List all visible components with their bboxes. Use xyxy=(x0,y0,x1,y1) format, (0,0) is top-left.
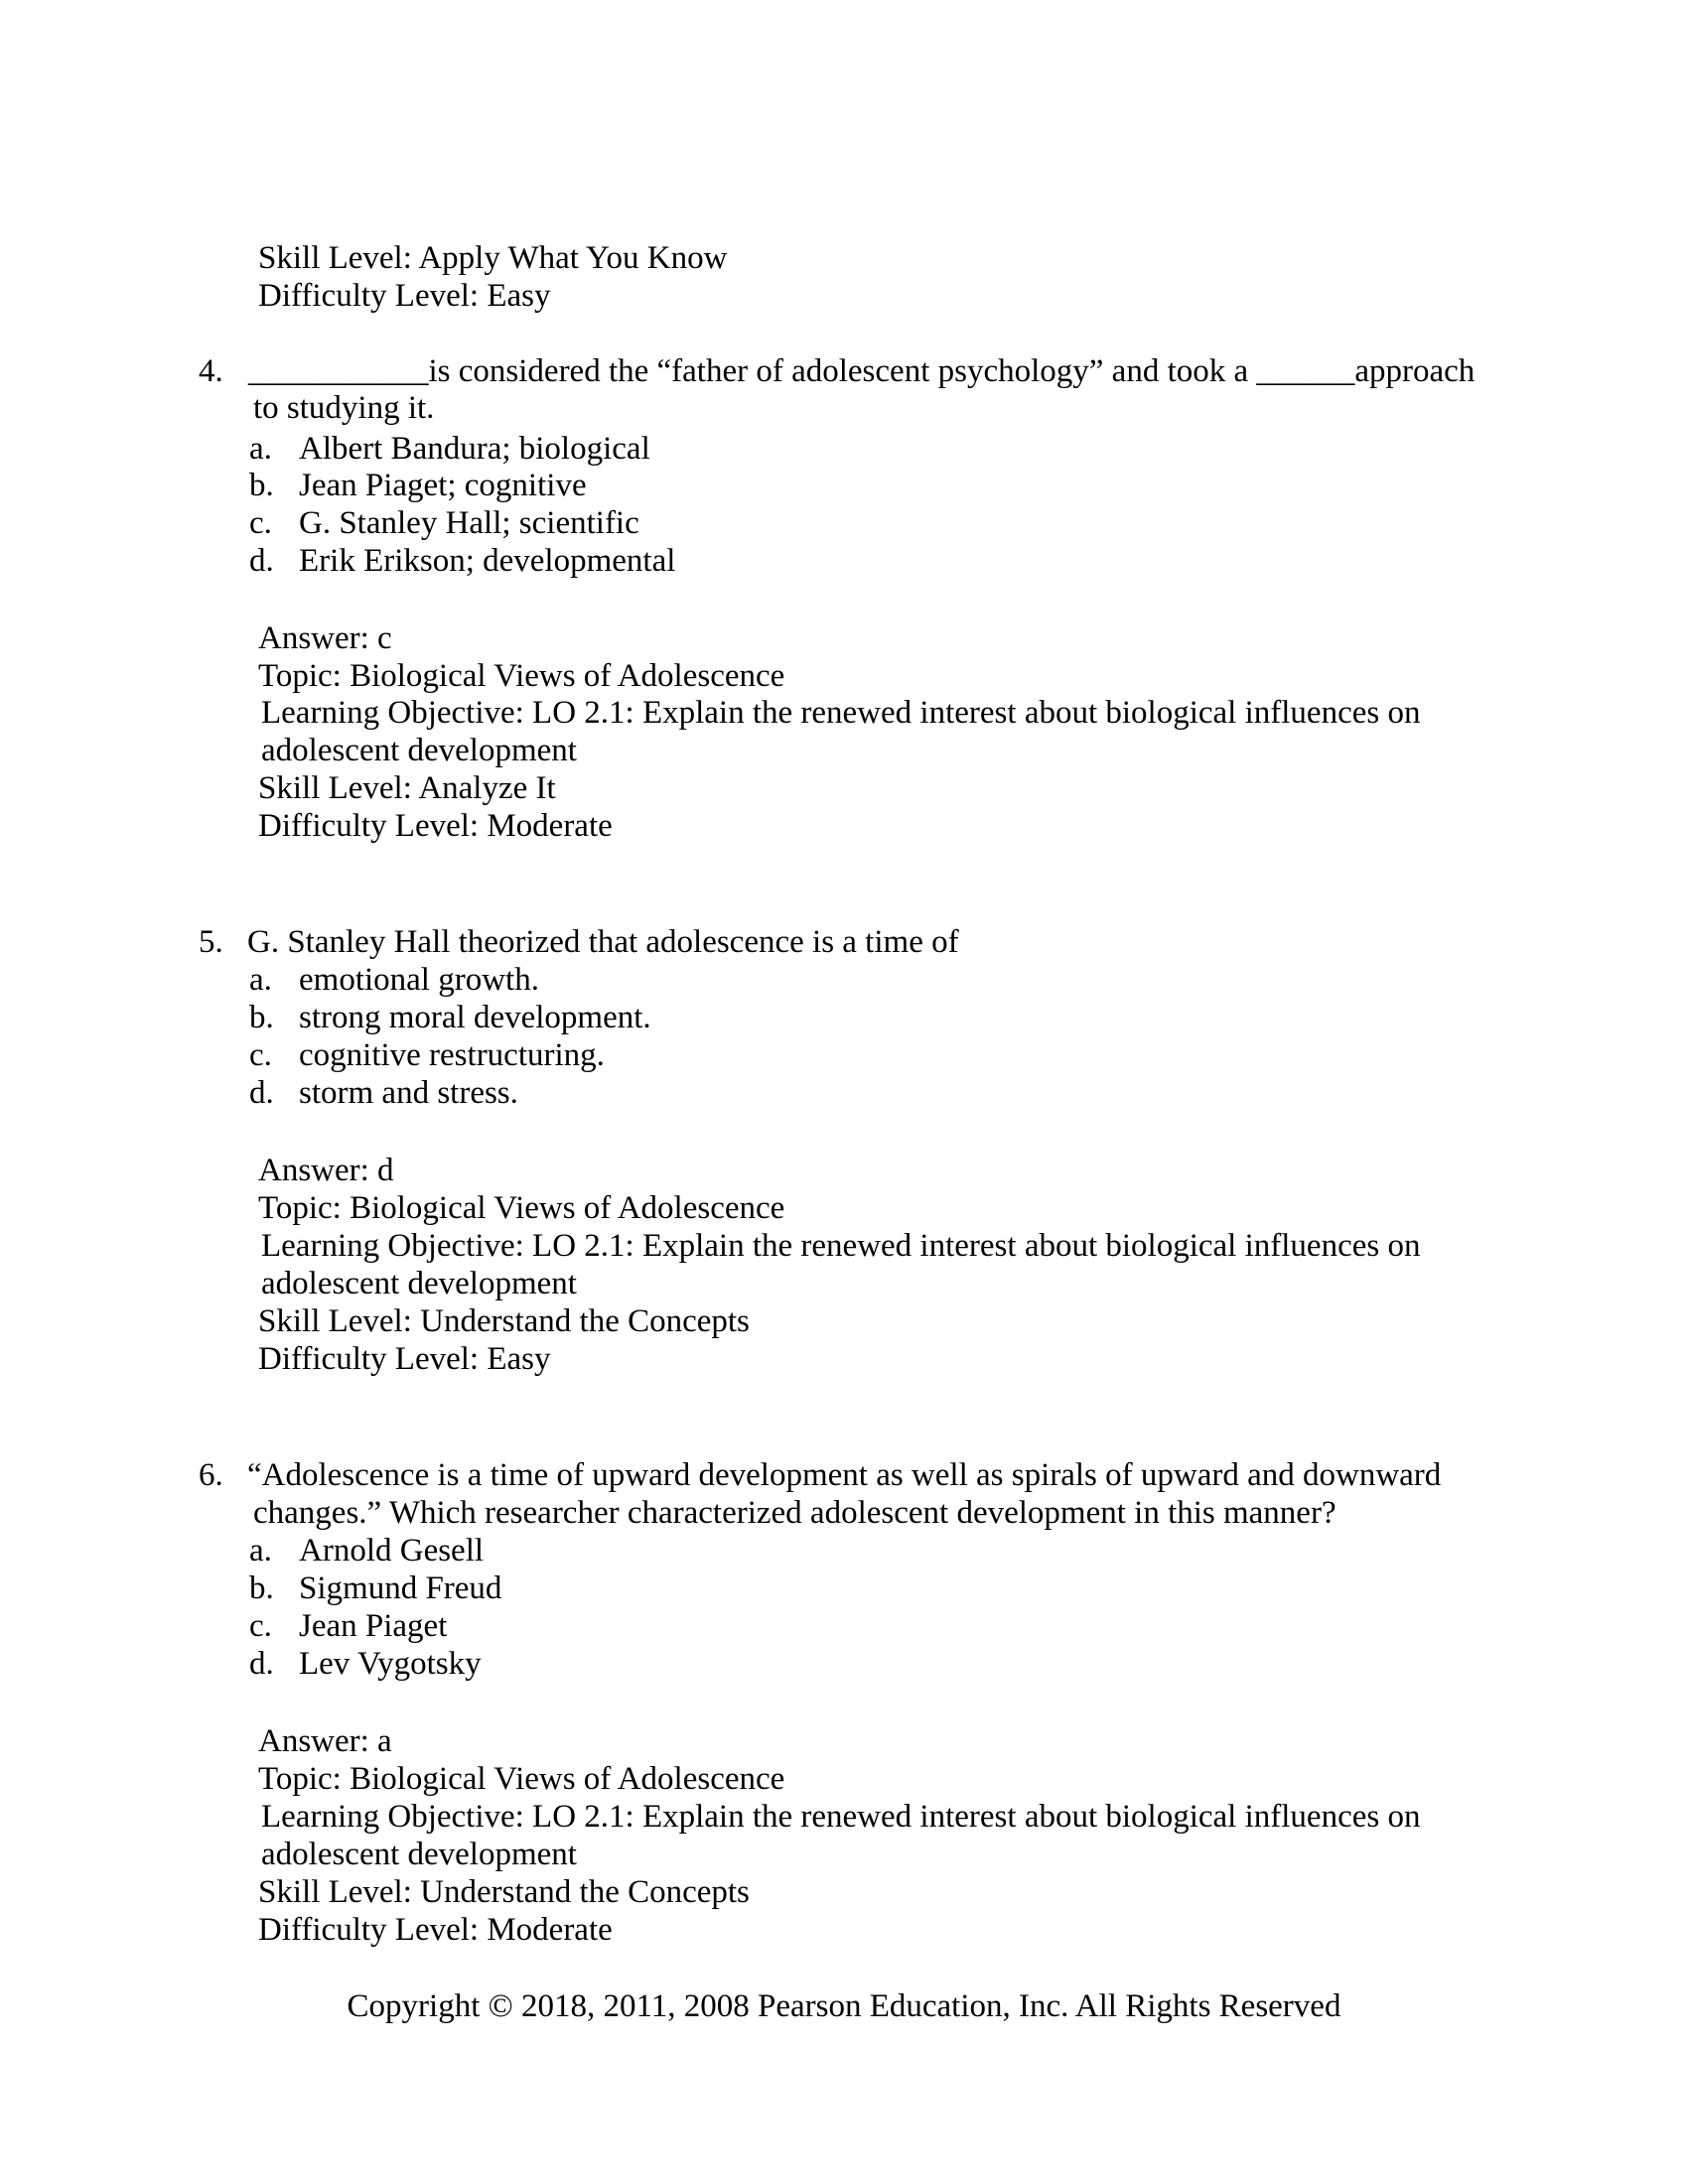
question-stem: “Adolescence is a time of upward development as well as spirals of upward and downward xyxy=(247,1457,1442,1493)
option-letter: b. xyxy=(249,1000,274,1035)
option-letter: a. xyxy=(249,431,272,467)
topic: Topic: Biological Views of Adolescence xyxy=(258,1190,785,1226)
question-stem: G. Stanley Hall theorized that adolescence is a time of xyxy=(247,924,959,960)
option-text: Jean Piaget xyxy=(299,1608,448,1644)
question-stem: ___________is considered the “father of adolescent psychology” and took a ______approach xyxy=(248,353,1476,389)
learning-objective-continued: adolescent development xyxy=(261,1266,577,1301)
option-letter: d. xyxy=(249,1646,274,1682)
option-text: Sigmund Freud xyxy=(299,1570,502,1606)
option-text: Lev Vygotsky xyxy=(299,1646,482,1682)
copyright-footer: Copyright © 2018, 2011, 2008 Pearson Education, Inc. All Rights Reserved xyxy=(347,1988,1341,2024)
option-letter: c. xyxy=(249,505,272,541)
difficulty-level: Difficulty Level: Moderate xyxy=(258,808,613,844)
question-stem-continued: to studying it. xyxy=(253,390,435,426)
option-text: strong moral development. xyxy=(299,1000,651,1035)
skill-level: Skill Level: Understand the Concepts xyxy=(258,1874,750,1910)
skill-level: Skill Level: Understand the Concepts xyxy=(258,1303,750,1339)
answer: Answer: d xyxy=(258,1153,394,1188)
question-stem-continued: changes.” Which researcher characterized adolescent development in this manner? xyxy=(253,1495,1336,1531)
option-letter: a. xyxy=(249,962,272,998)
answer: Answer: a xyxy=(258,1723,392,1759)
option-letter: c. xyxy=(249,1608,272,1644)
option-text: cognitive restructuring. xyxy=(299,1037,605,1073)
option-text: G. Stanley Hall; scientific xyxy=(299,505,639,541)
option-letter: b. xyxy=(249,1570,274,1606)
option-text: storm and stress. xyxy=(299,1075,518,1111)
option-text: Arnold Gesell xyxy=(299,1533,485,1569)
difficulty-level: Difficulty Level: Moderate xyxy=(258,1912,613,1948)
option-letter: d. xyxy=(249,543,274,579)
question-number: 6. xyxy=(199,1457,223,1493)
learning-objective: Learning Objective: LO 2.1: Explain the renewed interest about biological influences on xyxy=(261,695,1421,731)
prev-difficulty-level: Difficulty Level: Easy xyxy=(258,278,551,314)
learning-objective-continued: adolescent development xyxy=(261,733,577,768)
option-text: emotional growth. xyxy=(299,962,539,998)
learning-objective: Learning Objective: LO 2.1: Explain the renewed interest about biological influences on xyxy=(261,1228,1421,1264)
learning-objective-continued: adolescent development xyxy=(261,1837,577,1872)
skill-level: Skill Level: Analyze It xyxy=(258,770,556,806)
topic: Topic: Biological Views of Adolescence xyxy=(258,658,785,694)
option-letter: a. xyxy=(249,1533,272,1569)
learning-objective: Learning Objective: LO 2.1: Explain the renewed interest about biological influences on xyxy=(261,1799,1421,1835)
option-letter: d. xyxy=(249,1075,274,1111)
option-text: Albert Bandura; biological xyxy=(299,431,650,467)
option-text: Jean Piaget; cognitive xyxy=(299,468,587,503)
prev-skill-level: Skill Level: Apply What You Know xyxy=(258,240,728,276)
option-text: Erik Erikson; developmental xyxy=(299,543,676,579)
question-number: 5. xyxy=(199,924,223,960)
topic: Topic: Biological Views of Adolescence xyxy=(258,1761,785,1797)
question-number: 4. xyxy=(199,353,223,389)
option-letter: c. xyxy=(249,1037,272,1073)
difficulty-level: Difficulty Level: Easy xyxy=(258,1341,551,1377)
answer: Answer: c xyxy=(258,620,392,656)
option-letter: b. xyxy=(249,468,274,503)
